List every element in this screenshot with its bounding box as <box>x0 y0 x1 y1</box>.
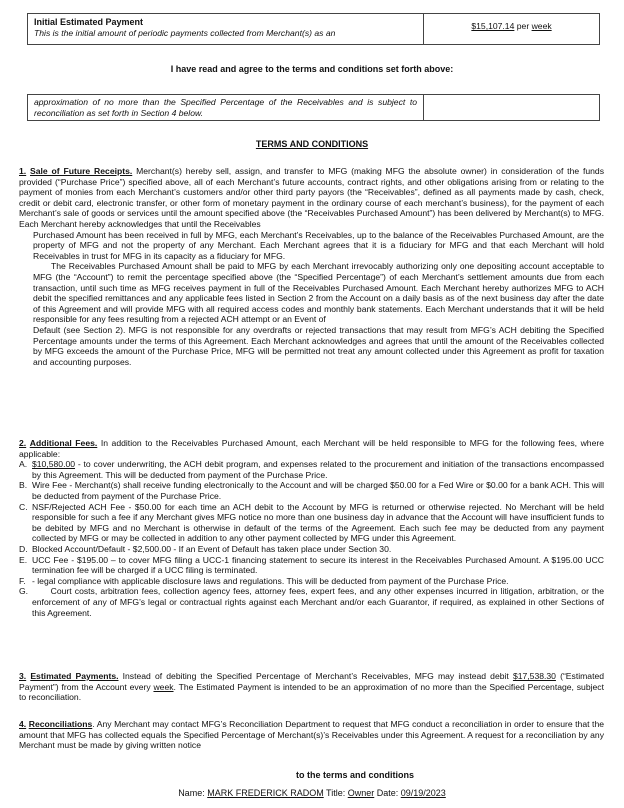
section-3-title: Estimated Payments. <box>30 671 119 681</box>
section-4: 4. Reconciliations. Any Merchant may contact MFG’s Reconciliation Department to request that MFG conduct a reconciliation in order to ensure that the amount that MFG has collected equals the Specified Percentage of Merchant(s)’s Receivables under this Agreement. A request for a reconciliation by any Merchant must be made by giving written notice <box>19 719 604 751</box>
fee-item: E. UCC Fee - $195.00 – to cover MFG filing a UCC-1 financing statement to secure its interest in the Receivables Purchased Amount. A $195.00 UCC termination fee will be charged if a UCC filing is terminated. <box>19 554 604 576</box>
section-2 <box>19 438 607 618</box>
section-2-number: 2. <box>19 438 27 448</box>
initial-payment-value-cell <box>424 14 599 44</box>
fee-item: F. - legal compliance with applicable disclosure laws and regulations. This will be deducted from payment of the Purchase Price. <box>19 575 509 586</box>
signer-name: MARK FREDERICK RADOM <box>207 788 324 798</box>
section-1-p3: The Receivables Purchased Amount shall be paid to MFG by each Merchant irrevocably authorizing only one depositing account acceptable to MFG (the “Account”) to remit the percentage specified above (the “Specified Percentage”) of each Merchant’s settlement amounts due from each transaction, until such time as MFG receives payment in full of the Receivables Purchased Amount. Each Merchant hereby authorizes MFG to ACH debit the specified remittances and any applicable fees listed in Section 2 from the Account on a daily basis as of the next business day after the date of this Agreement and will provide MFG with all required access codes and monthly bank statements. Each Merchant understands that it will be held responsible for any fees resulting from a rejected ACH attempt or an Event of <box>33 261 604 325</box>
initial-payment-period: week <box>531 21 552 31</box>
approximation-box <box>27 94 600 121</box>
fee-item: G. Court costs, arbitration fees, collection agency fees, attorney fees, expert fees, and any other expenses incurred in litigation, arbitration, or the enforcement of any of MFG’s legal or contractual rights against each Merchant and/or each Guarantor, if required, as explained in other Sections of this Agreement. <box>19 586 607 618</box>
fee-item: B. Wire Fee - Merchant(s) shall receive funding electronically to the Account and will be charged $50.00 for a Fed Wire or $0.00 for a bank ACH. This will be deducted from payment of the Purchase Price. <box>19 480 604 501</box>
fee-item: C. NSF/Rejected ACH Fee - $50.00 for each time an ACH debit to the Account by MFG is returned or otherwise rejected. No Merchant will be held responsible for such a fee if any Merchant gives MFG notice no more than one business day in advance that the Account will have insufficient funds to be debited by MFG and no Merchant is otherwise in default of the terms of the Agreement. Each such fee may be deducted from any payment collected by MFG or may be collected in addition to any other payment collected by MFG under this Agreement. <box>19 501 604 544</box>
section-3: 3. Estimated Payments. Instead of debiting the Specified Percentage of Merchant’s Receivables, MFG may instead debit $17,538.30 (“Estimated Payment”) from the Account every week. The Estimated Payment is intended to be an approximation of no more than the Specified Percentage, subject to reconciliation. <box>19 671 605 703</box>
section-2-intro: In addition to the Receivables Purchased Amount, each Merchant will be held responsible to MFG for the following fees, where applicable: <box>19 438 604 459</box>
section-4-title: Reconciliations <box>28 719 93 729</box>
terms-heading: TERMS AND CONDITIONS <box>255 139 369 149</box>
approximation-value-cell <box>424 95 599 120</box>
section-1-p4: Default (see Section 2). MFG is not responsible for any overdrafts or rejected transactions that may result from MFG’s ACH debiting the Specified Percentage amounts under the terms of this Agreement. Each Merchant acknowledges and agrees that until the amount of the Receivables collected by MFG exceeds the amount of the Purchase Price, MFG will be permitted not treat any amount collected under this Agreement as profit for taxation and accounting purposes. <box>33 324 604 367</box>
initial-payment-subtitle: This is the initial amount of periodic payments collected from Merchant(s) as an <box>34 27 336 38</box>
signed-date: 09/19/2023 <box>400 788 446 798</box>
estimated-payment-period: week <box>153 681 174 692</box>
section-1-number: 1. <box>19 166 27 176</box>
section-3-number: 3. <box>19 671 27 681</box>
section-1-title: Sale of Future Receipts. <box>30 166 133 176</box>
footer-terms-line: to the terms and conditions <box>296 770 415 780</box>
signer-title: Owner <box>347 788 375 798</box>
section-1 <box>19 166 604 367</box>
fee-item: A. $10,580.00 - to cover underwriting, the ACH debit program, and expenses related to the procurement and initiation of the transactions encompassed by this Agreement. This will be deducted from payment of the Purchase Price. <box>19 459 604 480</box>
initial-payment-title: Initial Estimated Payment <box>34 17 144 27</box>
section-1-p2: Purchased Amount has been received in full by MFG, each Merchant’s Receivables, up to the balance of the Receivables Purchased Amount, are the property of MFG and not the property of any Merchant. Each Merchant agrees that it is a fiduciary for MFG and that each Merchant will hold Receivables in trust for MFG in its capacity as a fiduciary for MFG. <box>33 229 604 261</box>
initial-payment-box <box>27 13 600 45</box>
section-2-title: Additional Fees. <box>29 438 98 448</box>
signature-line: Name: MARK FREDERICK RADOM Title: Owner Date: 09/19/2023 <box>178 788 446 798</box>
section-1-p1: Merchant(s) hereby sell, assign, and transfer to MFG (making MFG the absolute owner) in consideration of the funds provided (“Purchase Price”) specified above, all of each Merchant’s future accounts, contract rights, and other obligations arising from or relating to the payment of monies from each Merchant’s customers and/or other third party payors (the “Receivables”, defined as all payments made by cash, check, credit or debit card, electronic transfer, or other form of monetary payment in the ordinary course of each merchant’s business), for the payment of each Merchant’s sale of goods or services until the amount specified above (the “Receivables Purchased Amount”) has been delivered by Merchant(s) to MFG. Each Merchant hereby acknowledges that until the Receivables <box>19 166 604 229</box>
approximation-text: approximation of no more than the Specified Percentage of the Receivables and is subject to reconciliation as set forth in Section 4 below. <box>28 95 424 120</box>
initial-payment-amount: $15,107.14 <box>471 21 515 31</box>
estimated-payment-amount: $17,538.30 <box>512 671 556 681</box>
initial-payment-label-cell <box>28 14 424 44</box>
section-4-number: 4. <box>19 719 27 729</box>
agree-line: I have read and agree to the terms and conditions set forth above: <box>170 64 454 74</box>
initial-payment-per: per <box>514 21 532 31</box>
fee-item: D. Blocked Account/Default - $2,500.00 - If an Event of Default has taken place under Section 30. <box>19 543 392 554</box>
